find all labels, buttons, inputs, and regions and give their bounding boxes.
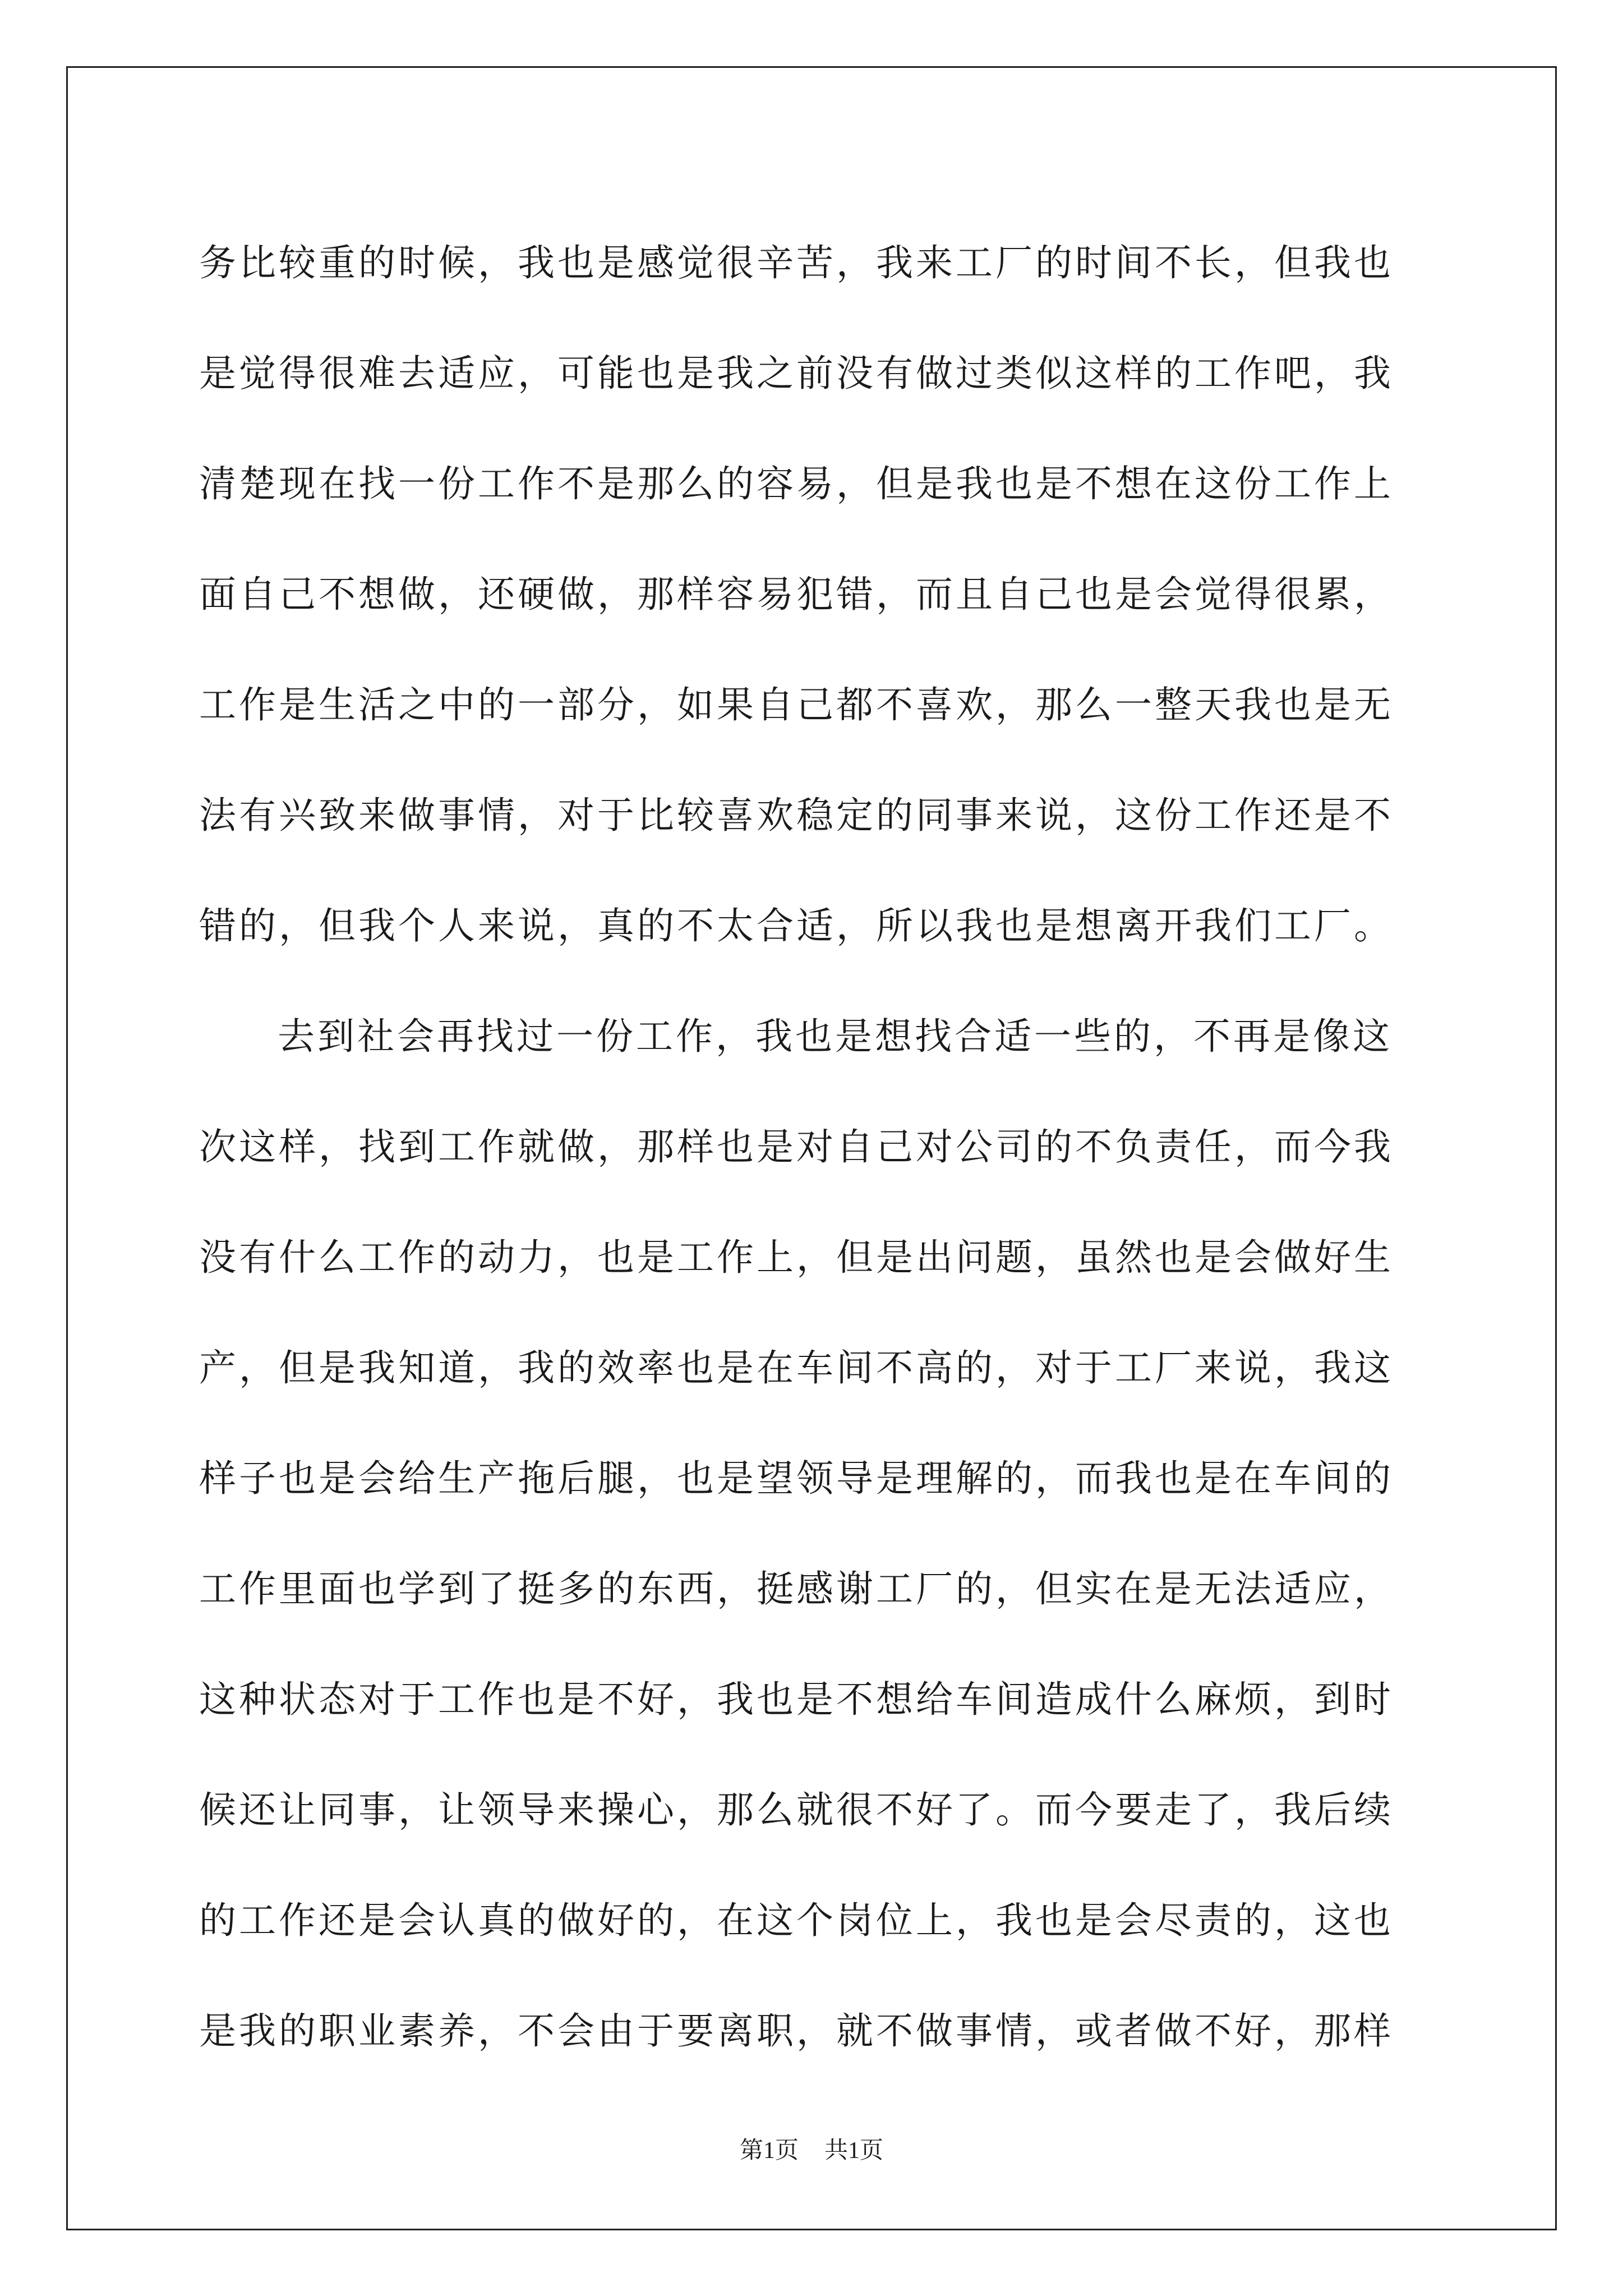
text-line: 工作里面也学到了挺多的东西，挺感谢工厂的，但实在是无法适应， <box>199 1567 1394 1611</box>
paragraph-2 <box>199 981 1427 2086</box>
page-number: 第1页 <box>739 2138 799 2164</box>
text-line: 清楚现在找一份工作不是那么的容易，但是我也是不想在这份工作上 <box>199 462 1394 505</box>
text-line: 面自己不想做，还硬做，那样容易犯错，而且自己也是会觉得很累， <box>199 573 1394 616</box>
text-line-indented: 去到社会再找过一份工作，我也是想找合适一些的，不再是像这 <box>278 1015 1393 1058</box>
text-line: 错的，但我个人来说，真的不太合适，所以我也是想离开我们工厂。 <box>199 904 1394 947</box>
document-body <box>199 208 1427 2086</box>
text-line: 务比较重的时候，我也是感觉很辛苦，我来工厂的时间不长，但我也 <box>199 241 1394 284</box>
page-total: 共1页 <box>824 2138 884 2164</box>
text-line: 工作是生活之中的一部分，如果自己都不喜欢，那么一整天我也是无 <box>199 683 1394 726</box>
text-line: 的工作还是会认真的做好的，在这个岗位上，我也是会尽责的，这也 <box>199 1899 1394 1942</box>
text-line: 次这样，找到工作就做，那样也是对自己对公司的不负责任，而今我 <box>199 1125 1394 1168</box>
text-line: 没有什么工作的动力，也是工作上，但是出问题，虽然也是会做好生 <box>199 1236 1394 1279</box>
text-line: 是觉得很难去适应，可能也是我之前没有做过类似这样的工作吧，我 <box>199 352 1394 395</box>
text-line: 样子也是会给生产拖后腿，也是望领导是理解的，而我也是在车间的 <box>199 1457 1394 1500</box>
text-line: 产，但是我知道，我的效率也是在车间不高的，对于工厂来说，我这 <box>199 1346 1394 1389</box>
text-line: 是我的职业素养，不会由于要离职，就不做事情，或者做不好，那样 <box>199 2009 1394 2053</box>
text-line: 这种状态对于工作也是不好，我也是不想给车间造成什么麻烦，到时 <box>199 1678 1394 1721</box>
paragraph-1 <box>199 208 1427 981</box>
text-line: 法有兴致来做事情，对于比较喜欢稳定的同事来说，这份工作还是不 <box>199 794 1394 837</box>
page-footer <box>0 2132 1623 2165</box>
text-line: 候还让同事，让领导来操心，那么就很不好了。而今要走了，我后续 <box>199 1788 1394 1832</box>
